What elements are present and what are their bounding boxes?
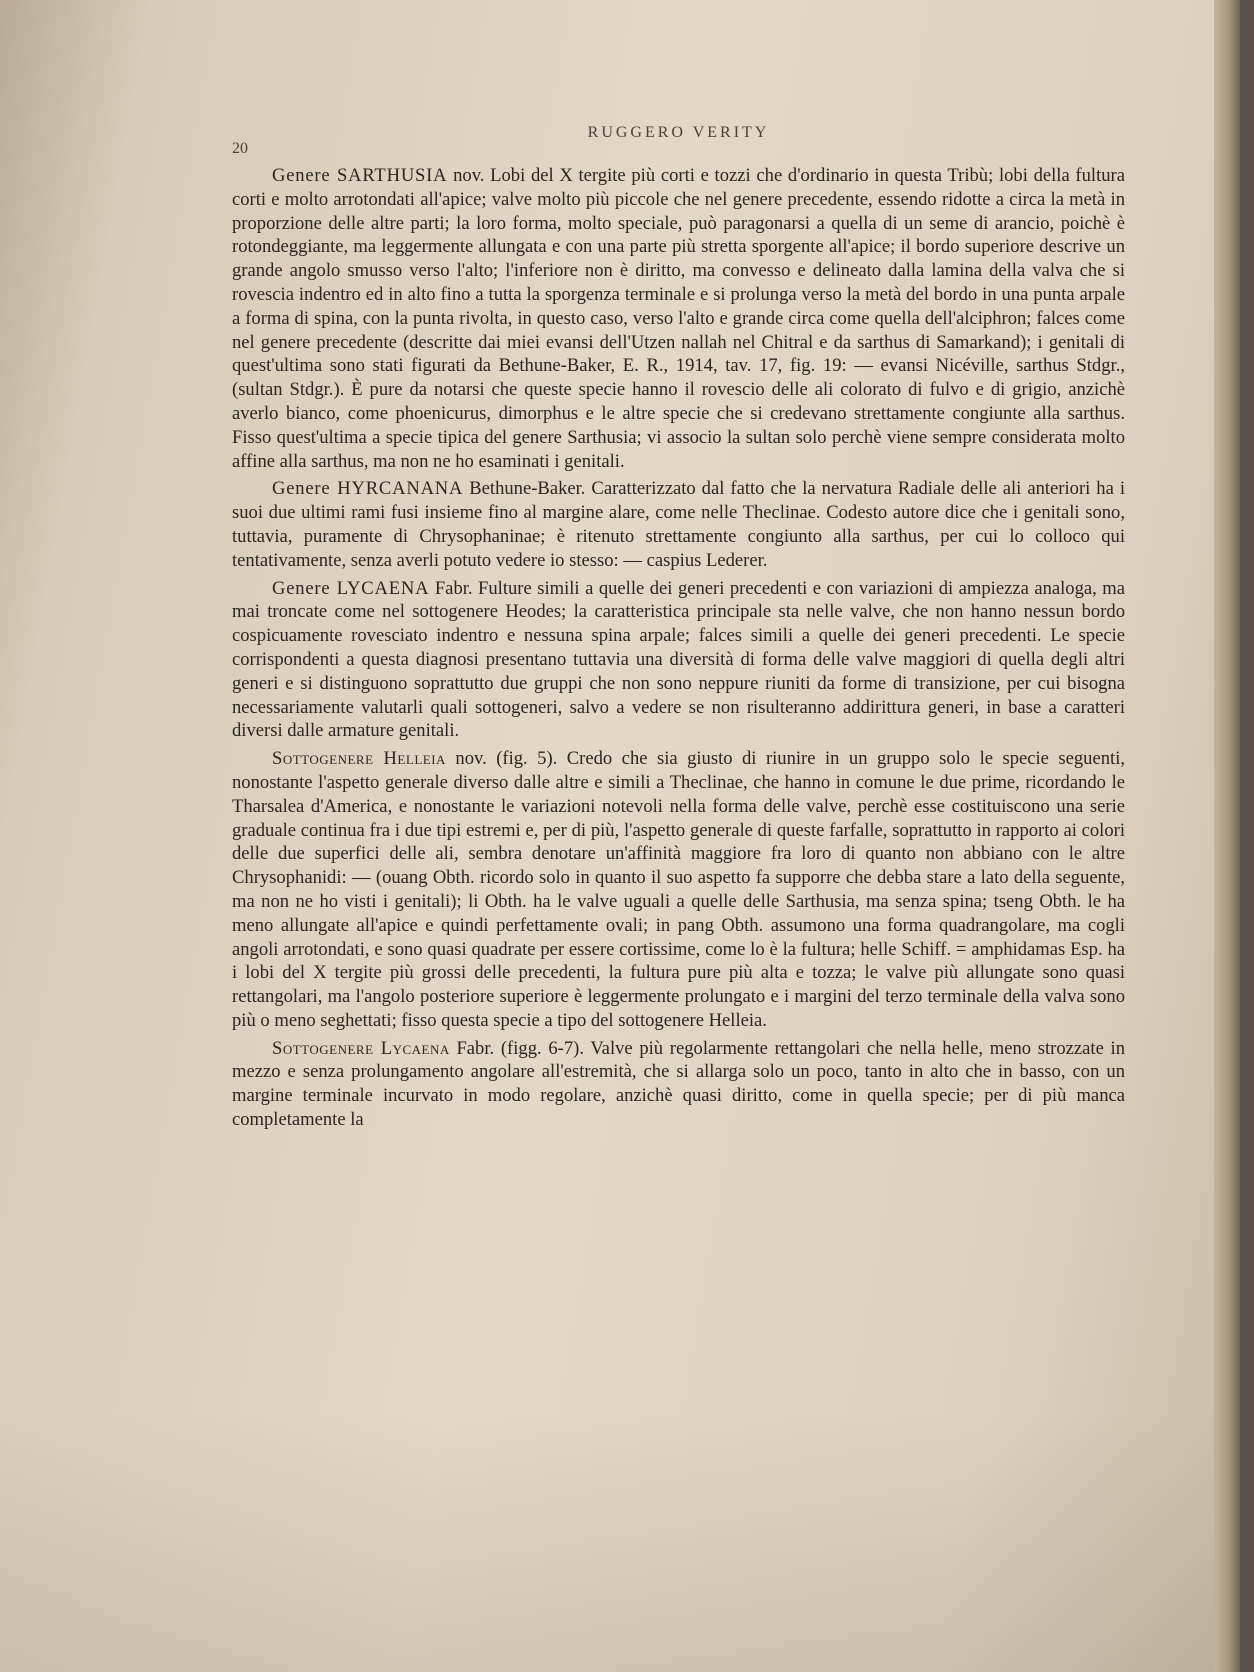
page-content (232, 120, 1125, 1136)
paragraph-lycaena (232, 577, 1125, 744)
paragraph-lead: Sottogenere Helleia (272, 748, 446, 770)
running-head: RUGGERO VERITY (587, 124, 770, 141)
paragraph-helleia (232, 747, 1125, 1033)
paragraph-lead: Genere LYCAENA (272, 577, 430, 599)
page-header (232, 120, 1125, 164)
page-number: 20 (232, 140, 248, 157)
paragraph-lead: Genere HYRCANANA (272, 478, 464, 500)
paragraph-text: Bethune-Baker. Caratterizzato dal fatto che la nervatura Radiale delle ali anteriori ha i suoi due ultimi rami fusi insieme fino al margine alare, come nelle Theclinae. Codesto autore dice che i genitali sono, tuttavia, puramente di Chrysophaninae; è ritenuto strettamente congiunto alla sarthus, per cui lo colloco qui tentativamente, senza averli potuto vedere io stesso: — caspius Lederer. (232, 478, 1125, 571)
paragraph-text: Fabr. Fulture simili a quelle dei generi precedenti e con variazioni di ampiezza analoga, ma mai troncate come nel sottogenere Heodes; la caratteristica principale sta nelle valve, che non hanno nessun bordo cospicuamente rovesciato indentro e nessuna spina arpale; falces simili a quelle dei generi precedenti. Le specie corrispondenti a questa diagnosi presentano tuttavia una diversità di forma delle valve maggiori di quella degli altri generi e si distinguono soprattutto due gruppi che non sono neppure riuniti da forme di transizione, per cui bisogna necessariamente valutarli quali sottogeneri, salvo a vedere se non risulteranno addirittura generi, in base a caratteri diversi dalle armature genitali. (232, 577, 1125, 742)
paragraph-lead: Sottogenere Lycaena (272, 1037, 450, 1059)
paragraph-hyrcanana (232, 477, 1125, 572)
paragraph-text: Fabr. (figg. 6-7). Valve più regolarmente rettangolari che nella helle, meno strozzate in mezzo e senza prolungamento angolare all'estremità, che si allarga solo un poco, tanto in alto che in basso, con un margine terminale incurvato in modo regolare, anzichè quasi diritto, come in quella specie; per di più manca completamente la (232, 1037, 1125, 1131)
paragraph-subgenus-lycaena (232, 1037, 1125, 1132)
page-shadow (0, 1412, 1240, 1672)
paragraph-text: nov. (fig. 5). Credo che sia giusto di riunire in un gruppo solo le specie seguenti, nonostante l'aspetto generale diverso dalle altre e simili a Theclinae, che hanno in comune le due prime, ricordando le Tharsalea d'America, e nonostante le variazioni notevoli nella forma delle valve, perchè esse costituiscono una serie graduale continua fra i due tipi estremi e, per di più, l'aspetto generale di queste farfalle, soprattutto in rapporto ai colori delle due superfici delle ali, sembra denotare un'affinità maggiore fra loro di quanto non abbiano con le altre Chrysophanidi: — (ouang Obth. ricordo solo in quanto il suo aspetto fa supporre che debba stare a lato della seguente, ma non ne ho visti i genitali); li Obth. ha le valve uguali a quelle delle Sarthusia, ma senza spina; tseng Obth. le ha meno allungate all'apice e quindi perfettamente ovali; in pang Obth. assumono una forma quadrangolare, ma cogli angoli arrotondati, e sono quasi quadrate per essere cortissime, come lo è la fultura; helle Schiff. = amphidamas Esp. ha i lobi del X tergite più grossi delle precedenti, la fultura pure più alta e tozza; le valve più allungate sono quasi rettangolari, ma l'angolo posteriore superiore è leggermente prolungato e i margini del terzo terminale della valva sono più o meno seghettati; fisso questa specie a tipo del sottogenere Helleia. (232, 748, 1126, 1031)
paragraph-text: nov. Lobi del X tergite più corti e tozzi che d'ordinario in questa Tribù; lobi della fultura corti e molto arrotondati all'apice; valve molto più piccole che nel genere precedente, essendo ridotte a circa la metà in proporzione delle altre parti; la loro forma, molto speciale, può paragonarsi a quella di un seme di arancio, poichè è rotondeggiante, ma leggermente allungata e con una parte più stretta sporgente all'apice; il bordo superiore descrive un grande angolo smusso verso l'alto; l'inferiore non è diritto, ma convesso e delineato dalla lamina della valva che si rovescia indentro ed in alto fino a tutta la sporgenza terminale e si prolunga verso la metà del bordo in una punta arpale a forma di spina, con la punta rivolta, in questo caso, verso l'alto e grande circa come quella dell'alciphron; falces come nel genere precedente (descritte dai miei evansi dell'Utzen nallah nel Chitral e da sarthus di Samarkand); i genitali di quest'ultima sono stati figurati da Bethune-Baker, E. R., 1914, tav. 17, fig. 19: — evansi Nicéville, sarthus Stdgr., (sultan Stdgr.). È pure da notarsi che queste specie hanno il rovescio delle ali colorato di fulvo e di grigio, anzichè averlo bianco, come phoenicurus, dimorphus e le altre specie che si credevano strettamente congiunte alla sarthus. Fisso quest'ultima a specie tipica del genere Sarthusia; vi associo la sultan solo perchè viene sempre considerata molto affine alla sarthus, ma non ne ho esaminati i genitali. (232, 165, 1125, 472)
paragraph-lead: Genere SARTHUSIA (272, 165, 448, 186)
paragraph-sarthusia (232, 164, 1125, 473)
page-edge (1214, 0, 1240, 1672)
